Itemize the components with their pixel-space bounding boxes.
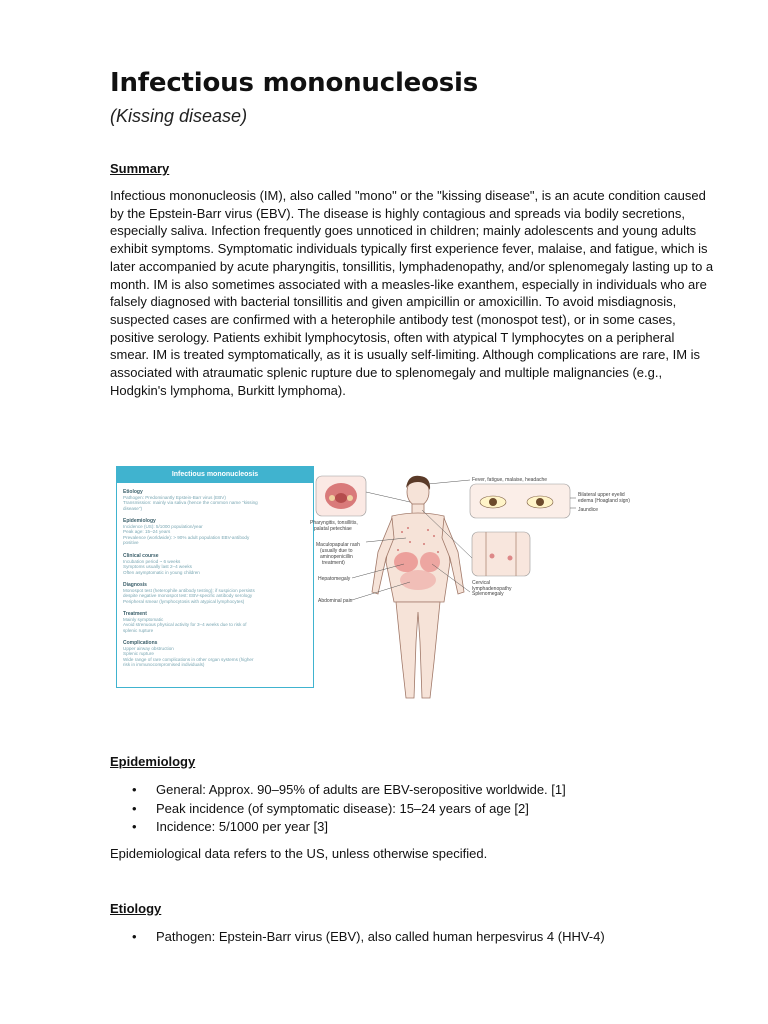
label-abdominal-pain: Abdominal pain bbox=[318, 598, 353, 604]
box-line: Transmission: mainly via saliva (hence the common name "kissing bbox=[123, 500, 258, 506]
bullet-icon: • bbox=[132, 819, 137, 834]
summary-paragraph: Infectious mononucleosis (IM), also called "mono" or the "kissing disease", is an acute condition caused by the Epstein-Barr virus (EBV). The disease is highly contagious and spreads via bodily secretions, especially saliva. Infection frequently goes unnoticed in children; mainly adolescents and young adults exhibit symptoms. Symptomatic individuals typically first experience fever, malaise, and fatigue, which is later accompanied by acute pharyngitis, tonsillitis, lymphadenopathy, and/or splenomegaly lasting up to a month. IM is also sometimes associated with a measles-like exanthem, especially in individuals who are falsely diagnosed with bacterial tonsillitis and given ampicillin or amoxicillin. To avoid misdiagnosis, suspected cases are confirmed with a heterophile antibody test (monospot test), or in some cases, positive serology. Patients exhibit lymphocytosis, often with atypical T lymphocytes on a peripheral smear. IM is treated symptomatically, as it is usually self-limiting. Although complications are rare, IM is associated with atraumatic splenic rupture due to splenomegaly and multiple malignancies (e.g., Hodgkin's lymphoma, Burkitt lymphoma). bbox=[110, 188, 714, 398]
box-line: splenic rupture bbox=[123, 627, 154, 633]
liver-highlight bbox=[394, 552, 418, 572]
neck-inset bbox=[472, 532, 530, 576]
spleen-highlight bbox=[420, 552, 440, 572]
label-pharyngitis-line1: Pharyngitis, tonsillitis, bbox=[310, 520, 358, 526]
box-line: Peak age: 15–24 years bbox=[123, 529, 171, 535]
label-rash-line4: treatment) bbox=[322, 560, 345, 566]
box-line: Monospot test (heterophile antibody testing); if suspicion persists bbox=[123, 588, 255, 594]
etiology-list bbox=[110, 928, 605, 947]
box-line: Upper airway obstruction bbox=[123, 646, 174, 652]
page-title: Infectious mononucleosis bbox=[110, 68, 479, 98]
list-item: • Incidence: 5/1000 per year [3] bbox=[110, 818, 566, 837]
box-line: Avoid strenuous physical activity for 3–4 weeks due to risk of bbox=[123, 622, 247, 628]
box-line: positive bbox=[123, 539, 139, 545]
label-splenomegaly: Splenomegaly bbox=[472, 591, 504, 597]
box-line: Mainly symptomatic bbox=[123, 617, 164, 623]
box-line: Prevalence (worldwide): > 90% adult population EBV-antibody bbox=[123, 534, 250, 540]
box-line: Incidence (US): 5/1000 population/year bbox=[123, 524, 203, 530]
infographic-figure bbox=[110, 462, 630, 710]
label-rash-line1: Maculopapular rash bbox=[316, 542, 360, 548]
label-pharyngitis-line2: palatal petechiae bbox=[314, 526, 352, 532]
box-section-title: Etiology bbox=[123, 489, 143, 495]
label-rash-line2: (usually due to bbox=[320, 548, 353, 554]
epidemiology-note: Epidemiological data refers to the US, unless otherwise specified. bbox=[110, 846, 488, 861]
label-eyelid-line2: edema (Hoagland sign) bbox=[578, 498, 630, 504]
box-line: Peripheral smear (lymphocytosis with atypical lymphocytes) bbox=[123, 598, 245, 604]
box-line: Pathogen: Predominantly Epstein-Barr virus (EBV) bbox=[123, 495, 226, 501]
label-rash-line3: aminopenicillin bbox=[320, 554, 353, 560]
etiology-heading: Etiology bbox=[110, 901, 162, 916]
box-line: disease") bbox=[123, 505, 142, 511]
label-fever: Fever, fatigue, malaise, headache bbox=[472, 477, 548, 483]
epidemiology-list bbox=[110, 781, 566, 837]
box-section-title: Diagnosis bbox=[123, 582, 147, 588]
label-cervical-line1: Cervical bbox=[472, 580, 491, 586]
list-item: • Peak incidence (of symptomatic disease): 15–24 years of age [2] bbox=[110, 800, 566, 819]
box-section-title: Clinical course bbox=[123, 553, 159, 559]
box-line: Wide range of rare complications in other organ systems (higher bbox=[123, 656, 254, 662]
infographic-box-title: Infectious mononucleosis bbox=[117, 467, 313, 483]
epidemiology-heading: Epidemiology bbox=[110, 754, 196, 769]
box-line: Often asymptomatic in young children bbox=[123, 569, 200, 575]
summary-heading: Summary bbox=[110, 161, 170, 176]
bullet-icon: • bbox=[132, 800, 137, 816]
box-line: Incubation period ~ 6 weeks bbox=[123, 559, 181, 565]
label-jaundice: Jaundice bbox=[578, 507, 599, 513]
box-section-title: Epidemiology bbox=[123, 518, 156, 524]
bullet-icon: • bbox=[132, 782, 137, 797]
box-line: risk in immunocompromised individuals) bbox=[123, 661, 205, 667]
abdomen-highlight bbox=[400, 570, 436, 590]
box-line: Symptoms usually last 2–4 weeks bbox=[123, 564, 192, 570]
list-item: • Pathogen: Epstein-Barr virus (EBV), also called human herpesvirus 4 (HHV-4) bbox=[110, 928, 605, 947]
box-section-title: Complications bbox=[123, 640, 158, 646]
label-cervical-line2: lymphadenopathy bbox=[472, 586, 512, 592]
page-subtitle: (Kissing disease) bbox=[110, 106, 248, 126]
body-illustration bbox=[110, 462, 630, 710]
label-hepatomegaly: Hepatomegaly bbox=[318, 576, 351, 582]
bullet-icon: • bbox=[132, 929, 137, 944]
box-line: despite negative monospot test: EBV-specific antibody serology bbox=[123, 593, 253, 599]
label-eyelid-line1: Bilateral upper eyelid bbox=[578, 492, 625, 498]
box-section-title: Treatment bbox=[123, 611, 147, 617]
box-line: Splenic rupture bbox=[123, 651, 154, 657]
list-item: • General: Approx. 90–95% of adults are EBV-seropositive worldwide. [1] bbox=[110, 781, 566, 800]
